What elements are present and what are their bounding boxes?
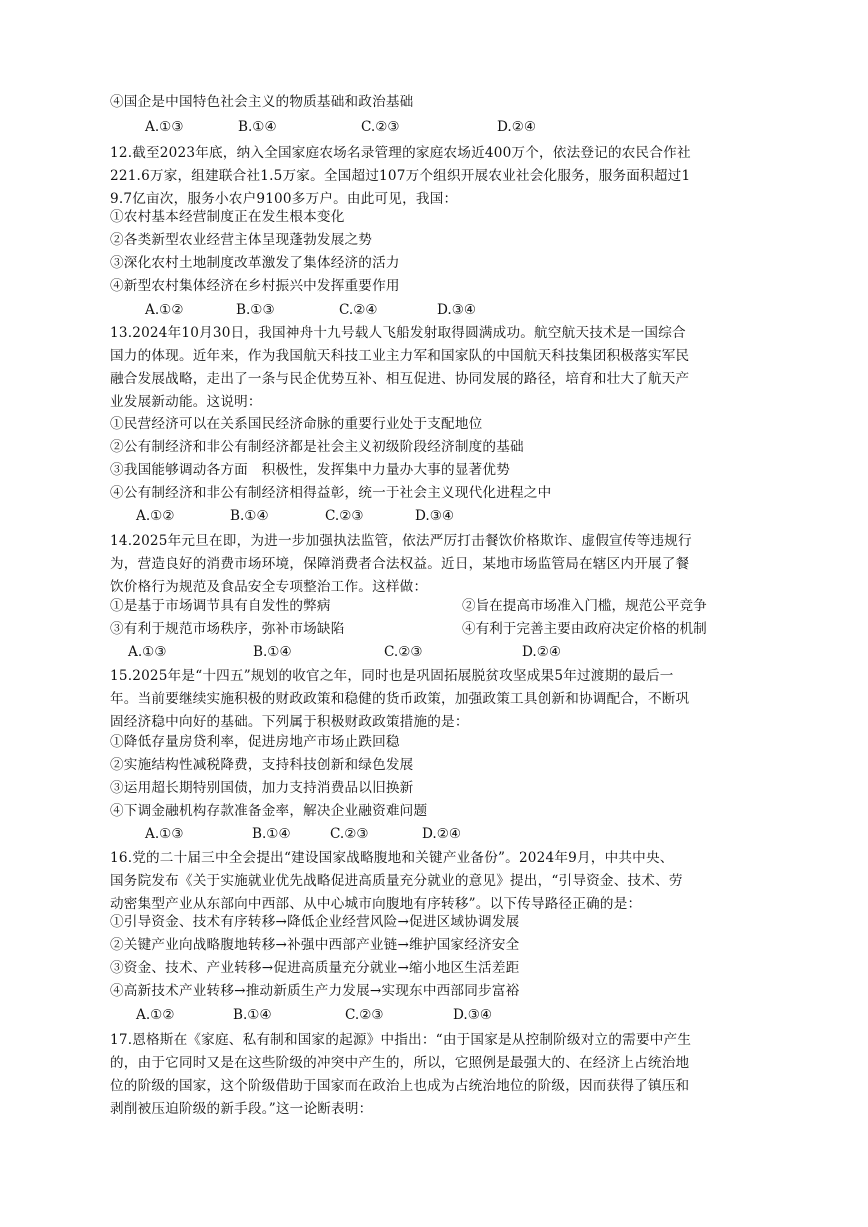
q14-option-d: D.②④ xyxy=(522,644,562,660)
q13-item-1: ①民营经济可以在关系国民经济命脉的重要行业处于支配地位 xyxy=(110,416,483,432)
q11-option-c: C.②③ xyxy=(361,119,400,135)
q13-stem-3: 融合发展战略，走出了一条与民企优势互补、相互促进、协同发展的路径，培育和壮大了航天产 xyxy=(110,371,690,387)
q15-option-d: D.②④ xyxy=(422,826,462,842)
q17-stem-1: 17.恩格斯在《家庭、私有制和国家的起源》中指出：“由于国家是从控制阶级对立的需要中产生 xyxy=(110,1032,692,1048)
q12-stem-3: 9.7亿亩次，服务小农户9100多万户。由此可见，我国： xyxy=(110,191,458,207)
q13-option-c: C.②③ xyxy=(325,508,364,524)
q17-stem-2: 的，由于它同时又是在这些阶级的冲突中产生的，所以，它照例是最强大的、在经济上占统治地 xyxy=(110,1055,690,1071)
q13-option-d: D.③④ xyxy=(415,508,455,524)
q16-stem-3: 动密集型产业从东部向中西部、从中心城市向腹地有序转移”。以下传导路径正确的是： xyxy=(110,896,642,912)
q14-option-a: A.①③ xyxy=(128,644,167,660)
q12-stem-2: 221.6万家，组建联合社1.5万家。全国超过107万个组织开展农业社会化服务，服务面积超过1 xyxy=(110,168,691,184)
q12-stem-1: 12.截至2023年底，纳入全国家庭农场名录管理的家庭农场近400万个，依法登记的农民合作社 xyxy=(110,145,691,161)
q15-option-a: A.①③ xyxy=(145,826,184,842)
q13-stem-1: 13.2024年10月30日，我国神舟十九号载人飞船发射取得圆满成功。航空航天技术是一国综合 xyxy=(110,325,686,341)
q12-option-d: D.③④ xyxy=(437,302,477,318)
q14-item-1: ①是基于市场调节具有自发性的弊病 xyxy=(110,598,331,614)
q14-stem-2: 为，营造良好的消费市场环境，保障消费者合法权益。近日，某地市场监管局在辖区内开展了餐 xyxy=(110,556,690,572)
q15-item-3: ③运用超长期特别国债，加力支持消费品以旧换新 xyxy=(110,780,414,796)
q12-item-1: ①农村基本经营制度正在发生根本变化 xyxy=(110,209,345,225)
q15-stem-3: 固经济稳中向好的基础。下列属于积极财政政策措施的是： xyxy=(110,714,469,730)
q14-item-2: ②旨在提高市场准入门槛，规范公平竞争 xyxy=(462,598,707,614)
q17-stem-3: 位的阶级的国家，这个阶级借助于国家而在政治上也成为占统治地位的阶级，因而获得了镇压和 xyxy=(110,1078,690,1094)
q11-option-a: A.①③ xyxy=(145,119,184,135)
q12-option-c: C.②④ xyxy=(339,302,378,318)
q14-stem-3: 饮价格行为规范及食品安全专项整治工作。这样做： xyxy=(110,579,428,595)
q16-item-3: ③资金、技术、产业转移→促进高质量充分就业→缩小地区生活差距 xyxy=(110,960,520,976)
q15-stem-2: 年。当前要继续实施积极的财政政策和稳健的货币政策，加强政策工具创新和协调配合，不断巩 xyxy=(110,691,690,707)
q12-item-2: ②各类新型农业经营主体呈现蓬勃发展之势 xyxy=(110,232,373,248)
q13-option-a: A.①② xyxy=(136,508,175,524)
q16-item-1: ①引导资金、技术有序转移→降低企业经营风险→促进区域协调发展 xyxy=(110,914,520,930)
q15-option-b: B.①④ xyxy=(252,826,291,842)
q13-stem-4: 业发展新动能。这说明： xyxy=(110,394,262,410)
q13-item-3: ③我国能够调动各方面 积极性，发挥集中力量办大事的显著优势 xyxy=(110,462,511,478)
q11-option-d: D.②④ xyxy=(497,119,537,135)
q12-item-4: ④新型农村集体经济在乡村振兴中发挥重要作用 xyxy=(110,278,400,294)
q16-stem-1: 16.党的二十届三中全会提出“建设国家战略腹地和关键产业备份”。2024年9月，中共中央、 xyxy=(110,850,674,866)
q16-option-b: B.①④ xyxy=(233,1007,272,1023)
q13-stem-2: 国力的体现。近年来，作为我国航天科技工业主力军和国家队的中国航天科技集团积极落实军民 xyxy=(110,348,690,364)
q14-stem-1: 14.2025年元旦在即，为进一步加强执法监管，依法严厉打击餐饮价格欺诈、虚假宣传等违规行 xyxy=(110,533,692,549)
q15-item-4: ④下调金融机构存款准备金率，解决企业融资难问题 xyxy=(110,803,428,819)
q17-stem-4: 剥削被压迫阶级的新手段。”这一论断表明： xyxy=(110,1101,373,1117)
q16-stem-2: 国务院发布《关于实施就业优先战略促进高质量充分就业的意见》提出，“引导资金、技术、劳 xyxy=(110,873,683,889)
q13-item-4: ④公有制经济和非公有制经济相得益彰，统一于社会主义现代化进程之中 xyxy=(110,485,552,501)
q12-option-b: B.①③ xyxy=(236,302,275,318)
q15-stem-1: 15.2025年是“十四五”规划的收官之年，同时也是巩固拓展脱贫攻坚成果5年过渡期的最后一 xyxy=(110,668,674,684)
q13-item-2: ②公有制经济和非公有制经济都是社会主义初级阶段经济制度的基础 xyxy=(110,439,524,455)
q16-item-2: ②关键产业向战略腹地转移→补强中西部产业链→维护国家经济安全 xyxy=(110,937,520,953)
q16-item-4: ④高新技术产业转移→推动新质生产力发展→实现东中西部同步富裕 xyxy=(110,983,520,999)
q11-item-4: ④国企是中国特色社会主义的物质基础和政治基础 xyxy=(110,94,414,110)
q16-option-d: D.③④ xyxy=(453,1007,493,1023)
q12-option-a: A.①② xyxy=(145,302,184,318)
q16-option-a: A.①② xyxy=(136,1007,175,1023)
q13-option-b: B.①④ xyxy=(230,508,269,524)
q15-option-c: C.②③ xyxy=(330,826,369,842)
q15-item-2: ②实施结构性减税降费，支持科技创新和绿色发展 xyxy=(110,757,414,773)
q11-option-b: B.①④ xyxy=(238,119,277,135)
q15-item-1: ①降低存量房贷利率，促进房地产市场止跌回稳 xyxy=(110,734,400,750)
q16-option-c: C.②③ xyxy=(345,1007,384,1023)
q12-item-3: ③深化农村土地制度改革激发了集体经济的活力 xyxy=(110,255,400,271)
q14-item-3: ③有利于规范市场秩序，弥补市场缺陷 xyxy=(110,621,345,637)
q14-option-c: C.②③ xyxy=(384,644,423,660)
q14-option-b: B.①④ xyxy=(253,644,292,660)
q14-item-4: ④有利于完善主要由政府决定价格的机制 xyxy=(462,621,707,637)
